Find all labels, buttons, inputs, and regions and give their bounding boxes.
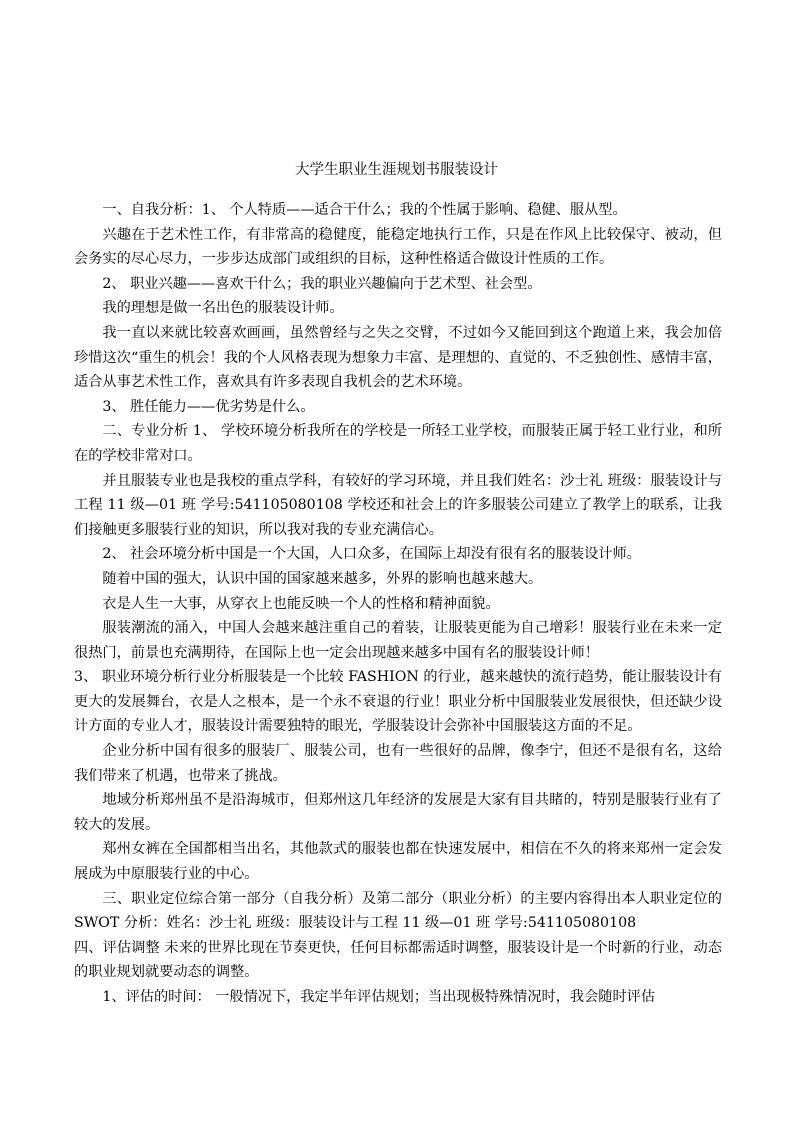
paragraph: 服装潮流的涌入，中国人会越来越注重自己的着装，让服装更能为自己增彩！服装行业在未来一定很热门，前景也充满期待，在国际上也一定会出现越来越多中国有名的服装设计师！ <box>74 620 722 661</box>
document-body <box>74 198 722 1010</box>
paragraph: 地域分析郑州虽不是沿海城市，但郑州这几年经济的发展是大家有目共睹的，特别是服装行业有了较大的发展。 <box>74 792 722 833</box>
paragraph: 企业分析中国有很多的服装厂、服装公司，也有一些很好的品牌，像李宁，但还不是很有名，这给我们带来了机遇，也带来了挑战。 <box>74 743 722 784</box>
document-title: 大学生职业生涯规划书服装设计 <box>295 162 498 178</box>
paragraph: 1、评估的时间： 一般情况下，我定半年评估规划；当出现极特殊情况时，我会随时评估 <box>102 989 656 1005</box>
paragraph: 并且服装专业也是我校的重点学科，有较好的学习环境，并且我们姓名：沙士礼 班级：服装设计与工程 11 级—01 班 学号:541105080108 学校还和社会上的许多服装公司建立了教学上的联系，让我们接触更多服装行业的知识，所以我对我的专业充满信心。 <box>74 472 722 538</box>
paragraph: 2、 职业兴趣——喜欢干什么；我的职业兴趣偏向于艺术型、社会型。 <box>102 275 542 292</box>
paragraph: 郑州女裤在全国都相当出名，其他款式的服装也都在快速发展中，相信在不久的将来郑州一定会发展成为中原服装行业的中心。 <box>74 841 722 883</box>
paragraph: 三、职业定位综合第一部分（自我分析）及第二部分（职业分析）的主要内容得出本人职业定位的 SWOT 分析：姓名：沙士礼 班级：服装设计与工程 11 级—01 班 学号:541105080108 <box>74 890 722 932</box>
paragraph: 二、专业分析 1、 学校环境分析我所在的学校是一所轻工业学校，而服装正属于轻工业行业，和所在的学校非常对口。 <box>74 423 722 464</box>
paragraph: 兴趣在于艺术性工作，有非常高的稳健度，能稳定地执行工作，只是在作风上比较保守、被动，但会务实的尽心尽力，一步步达成部门或组织的目标，这种性格适合做设计性质的工作。 <box>74 226 722 268</box>
paragraph: 3、 职业环境分析行业分析服装是一个比较 FASHION 的行业，越来越快的流行趋势，能让服装设计有更大的发展舞台，衣是人之根本，是一个永不衰退的行业！职业分析中国服装业发展很快，但还缺少设计方面的专业人才，服装设计需要独特的眼光，学服装设计会弥补中国服装这方面的不足。 <box>74 669 722 735</box>
paragraph: 随着中国的强大，认识中国的国家越来越多，外界的影响也越来越大。 <box>102 570 543 587</box>
paragraph: 一、自我分析：1、 个人特质——适合干什么；我的个性属于影响、稳健、服从型。 <box>102 202 627 218</box>
paragraph: 四、评估调整 未来的世界比现在节奏更快，任何目标都需适时调整，服装设计是一个时新的行业，动态的职业规划就要动态的调整。 <box>74 939 722 981</box>
paragraph: 衣是人生一大事，从穿衣上也能反映一个人的性格和精神面貌。 <box>102 595 500 612</box>
paragraph: 我一直以来就比较喜欢画画，虽然曾经与之失之交臂，不过如今又能回到这个跑道上来，我会加倍珍惜这次“重生的机会！我的个人风格表现为想象力丰富、是理想的、直觉的、不乏独创性、感情丰富，适合从事艺术性工作，喜欢具有许多表现自我机会的艺术环境。 <box>74 324 722 391</box>
paragraph: 2、 社会环境分析中国是一个大国，人口众多，在国际上却没有很有名的服装设计师。 <box>102 546 641 563</box>
paragraph: 3、 胜任能力——优劣势是什么。 <box>102 398 315 415</box>
paragraph: 我的理想是做一名出色的服装设计师。 <box>102 300 344 317</box>
